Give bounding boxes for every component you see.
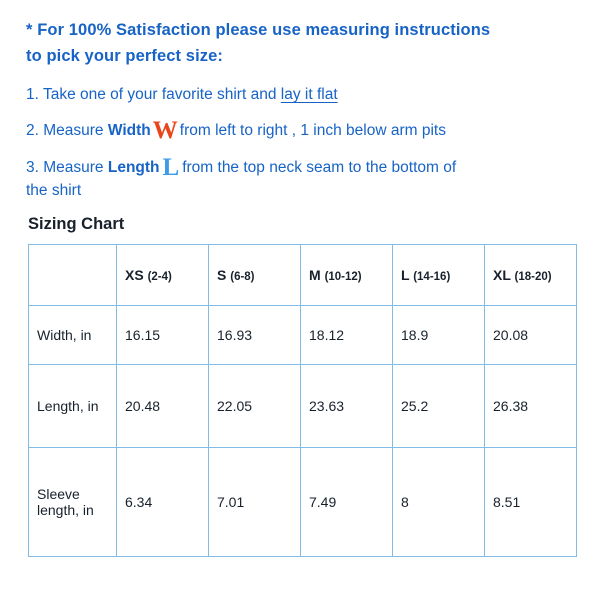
column-header-m (301, 245, 393, 306)
column-header-l-size: L (401, 267, 410, 284)
cell-sleeve-s: 7.01 (209, 448, 301, 557)
column-header-s-range: (6-8) (230, 271, 255, 284)
cell-sleeve-xs: 6.34 (117, 448, 209, 557)
step-3-keyword-length: Length (107, 158, 160, 176)
column-header-xl-range: (18-20) (514, 271, 552, 284)
cell-width-l: 18.9 (393, 306, 485, 365)
cell-sleeve-l: 8 (393, 448, 485, 557)
step-1-text: Take one of your favorite shirt and (42, 86, 281, 104)
table-row (29, 448, 577, 557)
row-label-length: Length, in (29, 365, 117, 448)
sizing-chart-title: Sizing Chart (28, 215, 125, 234)
measuring-steps (26, 83, 578, 202)
satisfaction-note-line1: * For 100% Satisfaction please use measuring instructions (26, 21, 491, 39)
cell-length-xs: 20.48 (117, 365, 209, 448)
column-header-m-size: M (309, 267, 321, 284)
row-label-sleeve-length: Sleeve length, in (29, 448, 117, 557)
cell-width-xs: 16.15 (117, 306, 209, 365)
column-header-xl (485, 245, 577, 306)
cell-length-l: 25.2 (393, 365, 485, 448)
cell-length-m: 23.63 (301, 365, 393, 448)
step-3-text-after: from the top neck seam to the bottom of (182, 158, 457, 176)
column-header-l (393, 245, 485, 306)
table-row (29, 306, 577, 365)
column-header-m-range: (10-12) (324, 271, 362, 284)
cell-length-xl: 26.38 (485, 365, 577, 448)
sizing-chart-table (28, 244, 577, 557)
column-header-xs-size: XS (125, 267, 144, 284)
step-2 (26, 117, 578, 145)
step-1-underlined-text: lay it flat (280, 86, 338, 104)
satisfaction-note-line2: to pick your perfect size: (26, 46, 223, 65)
step-2-keyword-width: Width (107, 122, 151, 140)
step-3-text-wrap: the shirt (26, 181, 82, 199)
column-header-xs (117, 245, 209, 306)
table-row (29, 365, 577, 448)
column-header-s (209, 245, 301, 306)
table-header-row (29, 245, 577, 306)
step-2-number: 2. (26, 122, 44, 140)
cell-width-s: 16.93 (209, 306, 301, 365)
table-corner-cell (29, 245, 117, 306)
width-marker-icon: W (152, 117, 178, 145)
column-header-l-range: (14-16) (413, 271, 451, 284)
column-header-xs-range: (2-4) (147, 271, 172, 284)
step-3-number: 3. (26, 158, 44, 176)
step-2-text-after: from left to right , 1 inch below arm pits (179, 122, 446, 140)
cell-sleeve-xl: 8.51 (485, 448, 577, 557)
satisfaction-note (26, 18, 578, 69)
cell-sleeve-m: 7.49 (301, 448, 393, 557)
step-1-number: 1. (26, 86, 43, 104)
step-3 (26, 153, 578, 203)
length-marker-icon: L (162, 153, 180, 181)
step-3-text-before: Measure (43, 158, 108, 176)
cell-width-xl: 20.08 (485, 306, 577, 365)
step-1 (26, 83, 578, 106)
step-2-text-before: Measure (43, 122, 108, 140)
column-header-xl-size: XL (493, 267, 511, 284)
row-label-width: Width, in (29, 306, 117, 365)
cell-length-s: 22.05 (209, 365, 301, 448)
column-header-s-size: S (217, 267, 227, 284)
cell-width-m: 18.12 (301, 306, 393, 365)
